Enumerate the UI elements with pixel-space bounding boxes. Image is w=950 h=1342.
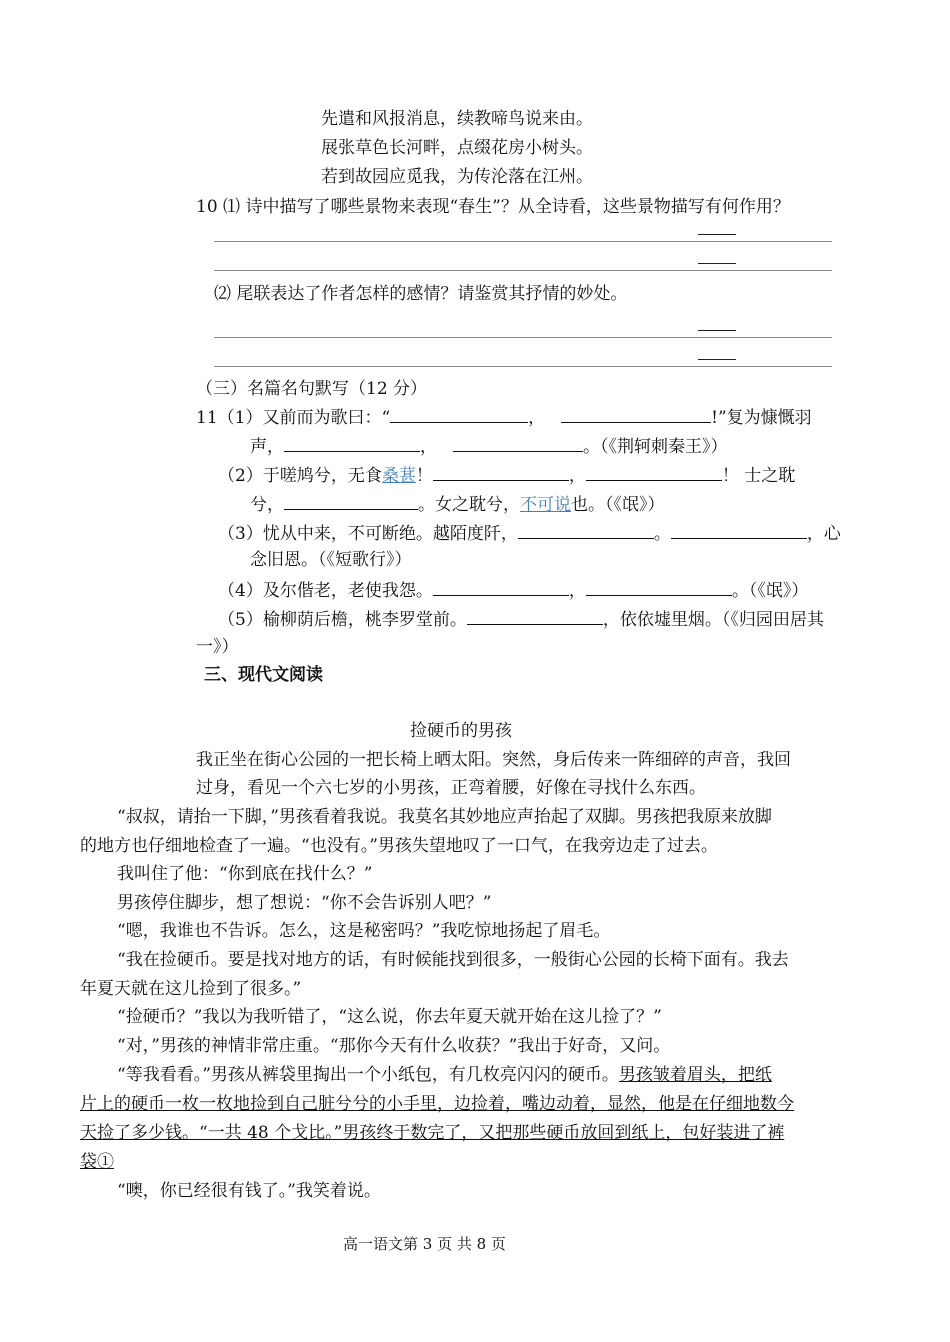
question-11-item-2-cont bbox=[250, 492, 665, 516]
paragraph-line bbox=[117, 1064, 772, 1086]
blank[interactable] bbox=[284, 434, 420, 452]
question-11-item-5 bbox=[218, 607, 824, 631]
text: “等我看看。”男孩从裤袋里掏出一个小纸包，有几枚亮闪闪的硬币。 bbox=[117, 1065, 619, 1085]
section-title: （三）名篇名句默写（12 分） bbox=[196, 379, 428, 399]
link-sangren[interactable]: 桑葚 bbox=[381, 466, 416, 486]
text: ，依依墟里烟。（《归园田居其 bbox=[602, 610, 824, 630]
link-bukeshuo[interactable]: 不可说 bbox=[520, 495, 571, 515]
question-10-part-1: 10 ⑴ 诗中描写了哪些景物来表现“春生”？从全诗看，这些景物描写有何作用？ bbox=[196, 197, 790, 217]
answer-line[interactable] bbox=[214, 366, 832, 367]
paragraph-line: “我在捡硬币。要是找对地方的话，有时候能找到很多，一般街心公园的长椅下面有。我去 bbox=[117, 950, 789, 970]
text: 也。（《氓》） bbox=[571, 495, 665, 515]
question-11-item-1-cont bbox=[250, 434, 728, 458]
blank[interactable] bbox=[284, 492, 418, 510]
blank[interactable] bbox=[671, 521, 807, 539]
blank[interactable] bbox=[586, 463, 722, 481]
text: 声， bbox=[250, 437, 284, 457]
poem-line-1: 先遣和风报消息，续教啼鸟说来由。 bbox=[321, 109, 593, 129]
paragraph-line: 的地方也仔细地检查了一遍。“也没有。”男孩失望地叹了一口气，在我旁边走了过去。 bbox=[80, 836, 718, 856]
paragraph-line: 我正坐在街心公园的一把长椅上晒太阳。突然，身后传来一阵细碎的声音，我回 bbox=[196, 750, 791, 770]
question-11-item-3 bbox=[218, 521, 841, 545]
text: 兮， bbox=[250, 495, 284, 515]
underlined-paragraph-line: 片上的硬币一枚一枚地捡到自己脏兮兮的小手里，边捡着，嘴边动着，显然，他是在仔细地数今 bbox=[80, 1094, 794, 1114]
blank[interactable] bbox=[467, 607, 603, 625]
blank[interactable] bbox=[561, 405, 711, 423]
paragraph-line: “叔叔，请抬一下脚，”男孩看着我说。我莫名其妙地应声抬起了双脚。男孩把我原来放脚 bbox=[117, 807, 772, 827]
article-title: 捡硬币的男孩 bbox=[410, 721, 512, 741]
paragraph-line: 男孩停住脚步，想了想说：“你不会告诉别人吧？” bbox=[117, 893, 492, 913]
paragraph-line: “捡硬币？”我以为我听错了，“这么说，你去年夏天就开始在这儿捡了？” bbox=[117, 1007, 662, 1027]
underlined-text: 男孩皱着眉头，把纸 bbox=[618, 1065, 772, 1085]
text: 。（《氓》） bbox=[731, 581, 809, 601]
question-11-item-4 bbox=[218, 578, 808, 602]
answer-line[interactable] bbox=[214, 241, 832, 242]
text: （2）于嗟鸠兮，无食 bbox=[218, 466, 382, 486]
text: ， bbox=[568, 581, 586, 601]
text: ， bbox=[420, 437, 437, 457]
question-11-item-1 bbox=[196, 405, 812, 429]
text: ！ 士之耽 bbox=[721, 466, 796, 486]
blank[interactable] bbox=[433, 463, 569, 481]
blank[interactable] bbox=[453, 434, 583, 452]
text: !”复为慷慨羽 bbox=[711, 408, 812, 428]
poem-line-3: 若到故园应觅我，为传沦落在江州。 bbox=[321, 167, 593, 187]
text: （3）忧从中来，不可断绝。越陌度阡， bbox=[218, 524, 518, 544]
page-footer: 高一语文第 3 页 共 8 页 bbox=[343, 1235, 506, 1253]
text: ， bbox=[568, 466, 586, 486]
paragraph-line: “噢，你已经很有钱了。”我笑着说。 bbox=[117, 1181, 381, 1201]
text: 。（《荆轲刺秦王》） bbox=[583, 437, 728, 457]
text: ，心 bbox=[806, 524, 841, 544]
question-11-item-3-cont: 念旧恩。（《短歌行》） bbox=[250, 550, 412, 570]
question-11-item-5-cont: 一》） bbox=[196, 637, 239, 657]
text: （5）榆柳荫后檐，桃李罗堂前。 bbox=[218, 610, 467, 630]
section-heading: 三、现代文阅读 bbox=[204, 665, 323, 685]
paragraph-line: “对，”男孩的神情非常庄重。“那你今天有什么收获？”我出于好奇，又问。 bbox=[117, 1036, 671, 1056]
poem-line-2: 展张草色长河畔，点缀花房小树头。 bbox=[321, 138, 593, 158]
paragraph-line: 年夏天就在这儿捡到了很多。” bbox=[80, 979, 302, 999]
text: 。女之耽兮， bbox=[418, 495, 520, 515]
answer-line[interactable] bbox=[214, 270, 832, 271]
text: ！ bbox=[415, 466, 433, 486]
paragraph-line: 我叫住了他：“你到底在找什么？” bbox=[117, 864, 373, 884]
blank[interactable] bbox=[390, 405, 528, 423]
paragraph-line: “嗯，我谁也不告诉。怎么，这是秘密吗？”我吃惊地扬起了眉毛。 bbox=[117, 921, 611, 941]
text: 11（1）又前而为歌曰：“ bbox=[196, 408, 391, 428]
blank[interactable] bbox=[433, 578, 569, 596]
answer-line[interactable] bbox=[214, 337, 832, 338]
text: ， bbox=[528, 408, 546, 428]
blank[interactable] bbox=[518, 521, 654, 539]
question-11-item-2 bbox=[218, 463, 795, 487]
text: （4）及尔偕老，老使我怨。 bbox=[218, 581, 433, 601]
question-10-part-2: ⑵ 尾联表达了作者怎样的感情？请鉴赏其抒情的妙处。 bbox=[214, 284, 628, 304]
text: 。 bbox=[653, 524, 671, 544]
underlined-paragraph-line: 袋① bbox=[80, 1152, 114, 1172]
blank[interactable] bbox=[586, 578, 732, 596]
underlined-paragraph-line: 天捡了多少钱。“一共 48 个戈比。”男孩终于数完了，又把那些硬币放回到纸上，包好装进了裤 bbox=[80, 1123, 785, 1143]
paragraph-line: 过身，看见一个六七岁的小男孩，正弯着腰，好像在寻找什么东西。 bbox=[196, 778, 706, 798]
